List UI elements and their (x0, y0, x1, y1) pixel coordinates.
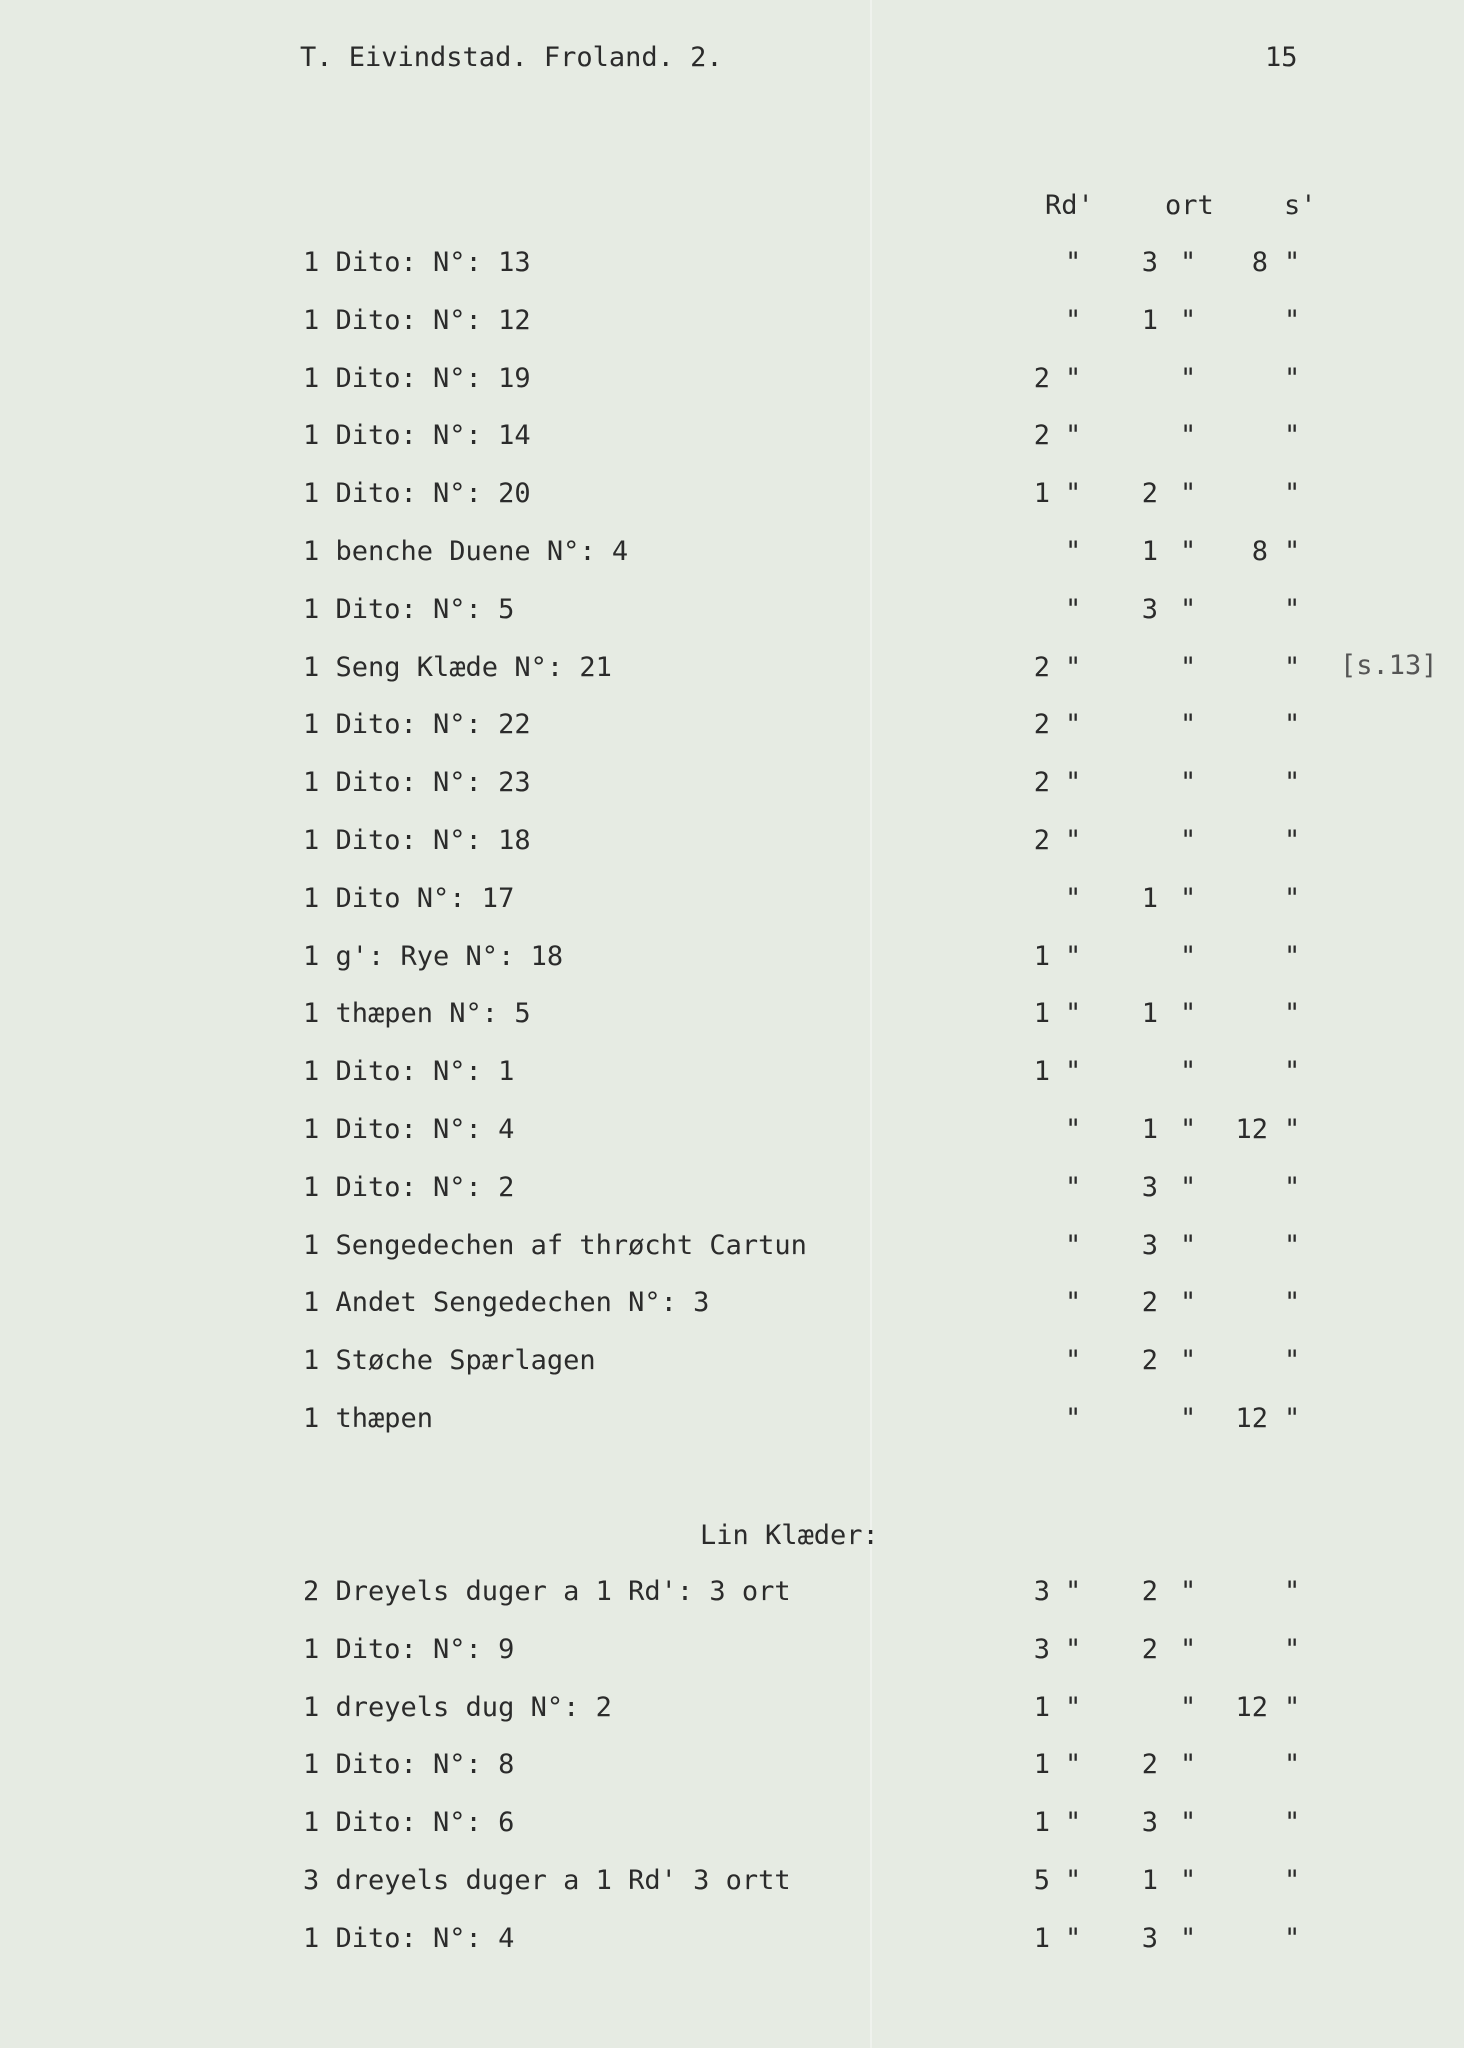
rd-ditto-mark: " (1065, 651, 1082, 683)
rd-ditto-mark: " (1065, 1287, 1082, 1319)
table-row (0, 1634, 1464, 1674)
table-row (0, 709, 1464, 749)
rd-ditto-mark: " (1065, 882, 1082, 914)
table-row (0, 305, 1464, 345)
s-ditto-mark: " (1284, 247, 1301, 278)
table-row (0, 1403, 1464, 1443)
ort-value: 1 (1141, 998, 1158, 1030)
ort-ditto-mark: " (1180, 536, 1197, 567)
s-ditto-mark: " (1284, 1749, 1301, 1781)
ort-value: 2 (1141, 1345, 1158, 1377)
item-description: 2 Dreyels duger a 1 Rd': 3 ort (303, 1576, 791, 1607)
table-row (0, 594, 1464, 634)
table-row (0, 825, 1464, 865)
item-description: 1 Dito: N°: 2 (303, 1171, 515, 1203)
rd-ditto-mark: " (1065, 1749, 1082, 1781)
table-row (0, 1114, 1464, 1154)
s-ditto-mark: " (1284, 1576, 1301, 1607)
item-description: 1 Dito: N°: 20 (303, 478, 531, 510)
rd-value: 1 (1033, 998, 1050, 1030)
s-ditto-mark: " (1284, 536, 1301, 567)
ort-value: 1 (1141, 536, 1158, 567)
column-header-rd: Rd' (1045, 190, 1094, 221)
table-row (0, 1172, 1464, 1212)
item-description: 1 Dito: N°: 13 (303, 247, 531, 278)
table-row (0, 998, 1464, 1038)
rd-ditto-mark: " (1065, 767, 1082, 799)
rd-value: 1 (1033, 1056, 1050, 1088)
s-ditto-mark: " (1284, 362, 1301, 394)
table-row (0, 1230, 1464, 1270)
column-header-ort: ort (1165, 190, 1214, 221)
rd-value: 1 (1033, 1749, 1050, 1781)
rd-ditto-mark: " (1065, 1576, 1082, 1607)
rd-ditto-mark: " (1065, 362, 1082, 394)
s-ditto-mark: " (1284, 1056, 1301, 1088)
rd-ditto-mark: " (1065, 825, 1082, 856)
item-description: 3 dreyels duger a 1 Rd' 3 ortt (303, 1865, 791, 1896)
ort-ditto-mark: " (1180, 1865, 1197, 1896)
ort-ditto-mark: " (1180, 593, 1197, 625)
rd-ditto-mark: " (1065, 478, 1082, 510)
ort-ditto-mark: " (1180, 940, 1197, 972)
item-description: 1 Dito: N°: 23 (303, 767, 531, 799)
ort-ditto-mark: " (1180, 362, 1197, 394)
ort-ditto-mark: " (1180, 825, 1197, 856)
rd-value: 1 (1033, 478, 1050, 510)
s-ditto-mark: " (1284, 940, 1301, 972)
s-ditto-mark: " (1284, 651, 1301, 683)
document-header: T. Eivindstad. Froland. 2. (300, 42, 723, 73)
ort-ditto-mark: " (1180, 304, 1197, 336)
margin-note: [s.13] (1340, 650, 1438, 681)
item-description: 1 dreyels dug N°: 2 (303, 1691, 612, 1723)
rd-ditto-mark: " (1065, 1922, 1082, 1954)
table-row (0, 420, 1464, 460)
ort-ditto-mark: " (1180, 1114, 1197, 1145)
s-ditto-mark: " (1284, 478, 1301, 510)
table-row (0, 1807, 1464, 1847)
table-row (0, 1749, 1464, 1789)
rd-value: 2 (1033, 420, 1050, 452)
rd-value: 2 (1033, 362, 1050, 394)
item-description: 1 Dito: N°: 8 (303, 1749, 515, 1781)
s-ditto-mark: " (1284, 1691, 1301, 1723)
ort-value: 3 (1141, 593, 1158, 625)
rd-ditto-mark: " (1065, 536, 1082, 567)
column-header-s: s' (1284, 190, 1317, 221)
item-description: 1 Dito: N°: 18 (303, 825, 531, 856)
ort-ditto-mark: " (1180, 1749, 1197, 1781)
ort-value: 1 (1141, 304, 1158, 336)
s-ditto-mark: " (1284, 1403, 1301, 1434)
table-row (0, 1576, 1464, 1616)
ort-value: 3 (1141, 1171, 1158, 1203)
table-row (0, 1287, 1464, 1327)
s-ditto-mark: " (1284, 1287, 1301, 1319)
table-row (0, 536, 1464, 576)
ort-value: 3 (1141, 1807, 1158, 1839)
s-ditto-mark: " (1284, 1865, 1301, 1896)
rd-value: 1 (1033, 1691, 1050, 1723)
s-ditto-mark: " (1284, 304, 1301, 336)
ort-ditto-mark: " (1180, 1056, 1197, 1088)
s-ditto-mark: " (1284, 1171, 1301, 1203)
ort-ditto-mark: " (1180, 1807, 1197, 1839)
ort-ditto-mark: " (1180, 420, 1197, 452)
item-description: 1 Dito N°: 17 (303, 882, 515, 914)
item-description: 1 Dito: N°: 5 (303, 593, 515, 625)
item-description: 1 Seng Klæde N°: 21 (303, 651, 612, 683)
s-ditto-mark: " (1284, 593, 1301, 625)
rd-ditto-mark: " (1065, 1229, 1082, 1261)
ort-ditto-mark: " (1180, 1633, 1197, 1665)
item-description: 1 Dito: N°: 1 (303, 1056, 515, 1088)
rd-value: 5 (1033, 1865, 1050, 1896)
rd-value: 1 (1033, 1807, 1050, 1839)
rd-value: 2 (1033, 651, 1050, 683)
s-value: 8 (1251, 536, 1268, 567)
item-description: 1 Sengedechen af thrøcht Cartun (303, 1229, 807, 1261)
rd-ditto-mark: " (1065, 247, 1082, 278)
item-description: 1 Dito: N°: 4 (303, 1922, 515, 1954)
s-ditto-mark: " (1284, 1229, 1301, 1261)
s-ditto-mark: " (1284, 825, 1301, 856)
s-value: 12 (1235, 1691, 1268, 1723)
table-row (0, 247, 1464, 287)
rd-ditto-mark: " (1065, 709, 1082, 741)
item-description: 1 Dito: N°: 6 (303, 1807, 515, 1839)
s-ditto-mark: " (1284, 998, 1301, 1030)
table-row (0, 1923, 1464, 1963)
s-ditto-mark: " (1284, 1807, 1301, 1839)
item-description: 1 Dito: N°: 14 (303, 420, 531, 452)
table-row (0, 1865, 1464, 1905)
s-ditto-mark: " (1284, 767, 1301, 799)
ort-value: 1 (1141, 1114, 1158, 1145)
ort-ditto-mark: " (1180, 767, 1197, 799)
rd-ditto-mark: " (1065, 1345, 1082, 1377)
ort-ditto-mark: " (1180, 1171, 1197, 1203)
rd-ditto-mark: " (1065, 420, 1082, 452)
rd-ditto-mark: " (1065, 940, 1082, 972)
item-description: 1 Dito: N°: 19 (303, 362, 531, 394)
ort-ditto-mark: " (1180, 1229, 1197, 1261)
page-number: 15 (1265, 42, 1298, 73)
table-row (0, 941, 1464, 981)
ort-value: 2 (1141, 1633, 1158, 1665)
ort-ditto-mark: " (1180, 1403, 1197, 1434)
table-row (0, 1692, 1464, 1732)
ort-value: 2 (1141, 1576, 1158, 1607)
item-description: 1 g': Rye N°: 18 (303, 940, 564, 972)
ort-value: 2 (1141, 1287, 1158, 1319)
rd-ditto-mark: " (1065, 1807, 1082, 1839)
rd-ditto-mark: " (1065, 1056, 1082, 1088)
rd-value: 3 (1033, 1633, 1050, 1665)
s-ditto-mark: " (1284, 420, 1301, 452)
table-row (0, 363, 1464, 403)
rd-ditto-mark: " (1065, 304, 1082, 336)
rd-ditto-mark: " (1065, 593, 1082, 625)
rd-value: 2 (1033, 767, 1050, 799)
table-row (0, 1056, 1464, 1096)
rd-ditto-mark: " (1065, 1691, 1082, 1723)
item-description: 1 thæpen N°: 5 (303, 998, 531, 1030)
ort-ditto-mark: " (1180, 882, 1197, 914)
s-ditto-mark: " (1284, 1633, 1301, 1665)
ort-ditto-mark: " (1180, 1922, 1197, 1954)
s-ditto-mark: " (1284, 1345, 1301, 1377)
ort-value: 3 (1141, 1922, 1158, 1954)
ort-value: 2 (1141, 1749, 1158, 1781)
ort-ditto-mark: " (1180, 247, 1197, 278)
s-value: 8 (1251, 247, 1268, 278)
ort-ditto-mark: " (1180, 1345, 1197, 1377)
ort-ditto-mark: " (1180, 709, 1197, 741)
rd-ditto-mark: " (1065, 1633, 1082, 1665)
item-description: 1 Andet Sengedechen N°: 3 (303, 1287, 710, 1319)
item-description: 1 thæpen (303, 1403, 434, 1434)
rd-ditto-mark: " (1065, 998, 1082, 1030)
rd-ditto-mark: " (1065, 1171, 1082, 1203)
item-description: 1 Dito: N°: 9 (303, 1633, 515, 1665)
rd-value: 2 (1033, 709, 1050, 741)
s-value: 12 (1235, 1114, 1268, 1145)
rd-ditto-mark: " (1065, 1865, 1082, 1896)
section-title-lin-klaeder: Lin Klæder: (700, 1520, 879, 1551)
table-row (0, 1345, 1464, 1385)
ort-ditto-mark: " (1180, 651, 1197, 683)
table-row (0, 767, 1464, 807)
rd-value: 1 (1033, 1922, 1050, 1954)
item-description: 1 benche Duene N°: 4 (303, 536, 629, 567)
rd-ditto-mark: " (1065, 1114, 1082, 1145)
ort-value: 1 (1141, 1865, 1158, 1896)
rd-value: 2 (1033, 825, 1050, 856)
rd-value: 1 (1033, 940, 1050, 972)
ort-value: 3 (1141, 1229, 1158, 1261)
ort-ditto-mark: " (1180, 1576, 1197, 1607)
table-row (0, 478, 1464, 518)
ort-ditto-mark: " (1180, 998, 1197, 1030)
s-value: 12 (1235, 1403, 1268, 1434)
s-ditto-mark: " (1284, 882, 1301, 914)
ort-ditto-mark: " (1180, 1287, 1197, 1319)
ort-value: 3 (1141, 247, 1158, 278)
s-ditto-mark: " (1284, 709, 1301, 741)
table-row (0, 883, 1464, 923)
item-description: 1 Støche Spærlagen (303, 1345, 596, 1377)
ort-ditto-mark: " (1180, 478, 1197, 510)
s-ditto-mark: " (1284, 1114, 1301, 1145)
ort-ditto-mark: " (1180, 1691, 1197, 1723)
item-description: 1 Dito: N°: 22 (303, 709, 531, 741)
rd-ditto-mark: " (1065, 1403, 1082, 1434)
item-description: 1 Dito: N°: 4 (303, 1114, 515, 1145)
s-ditto-mark: " (1284, 1922, 1301, 1954)
item-description: 1 Dito: N°: 12 (303, 304, 531, 336)
table-row (0, 652, 1464, 692)
ort-value: 2 (1141, 478, 1158, 510)
ort-value: 1 (1141, 882, 1158, 914)
rd-value: 3 (1033, 1576, 1050, 1607)
